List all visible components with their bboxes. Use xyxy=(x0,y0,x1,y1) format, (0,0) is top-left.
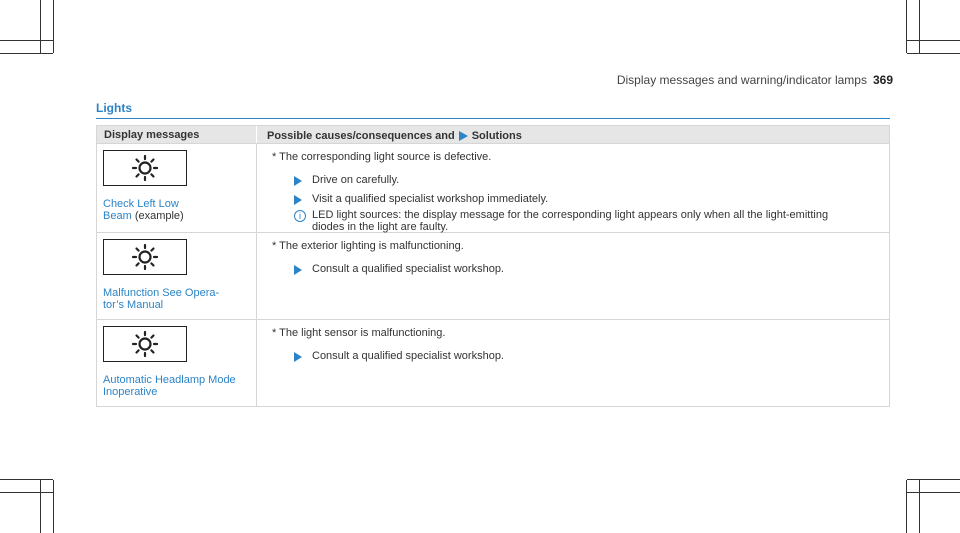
causes-cell xyxy=(257,233,889,319)
display-message-cell xyxy=(97,233,257,319)
info-icon: i xyxy=(294,210,306,222)
cause-text: * The light sensor is malfunctioning. xyxy=(272,327,446,339)
table-row xyxy=(97,143,889,232)
crop-mark xyxy=(906,480,907,533)
crop-mark xyxy=(40,0,41,53)
running-title: Display messages and warning/indicator lamps xyxy=(616,73,867,87)
action-item xyxy=(294,174,889,187)
display-message: Automatic Headlamp Mode Inoperative xyxy=(103,374,236,398)
crop-mark xyxy=(0,492,53,493)
info-note-text: LED light sources: the display message for the corresponding light appears only when all the light-emitting diodes in the light are faulty. xyxy=(312,209,829,233)
action-arrow-icon xyxy=(294,352,302,362)
display-message xyxy=(103,198,203,222)
action-arrow-icon xyxy=(294,265,302,275)
display-message-suffix: (example) xyxy=(134,210,184,222)
exterior-light-lamp-icon xyxy=(103,239,187,275)
crop-mark xyxy=(0,40,53,41)
display-message-cell xyxy=(97,320,257,406)
crop-mark xyxy=(919,480,920,533)
table-header xyxy=(97,126,889,143)
page-number: 369 xyxy=(872,73,893,87)
crop-mark xyxy=(907,40,960,41)
exterior-light-lamp-icon xyxy=(103,326,187,362)
action-item xyxy=(294,350,889,363)
crop-mark xyxy=(907,492,960,493)
section-title: Lights xyxy=(96,101,132,115)
crop-mark xyxy=(907,479,960,480)
display-message-text: Check Left Low Beam xyxy=(103,198,179,222)
col-header-causes xyxy=(257,126,889,143)
action-item xyxy=(294,193,889,206)
messages-table xyxy=(96,125,890,407)
action-text: Consult a qualified specialist workshop. xyxy=(312,263,504,275)
action-arrow-icon xyxy=(294,176,302,186)
info-note xyxy=(294,209,889,233)
action-text: Visit a qualified specialist workshop immediately. xyxy=(312,193,549,205)
section-rule xyxy=(96,118,890,119)
cause-text: * The exterior lighting is malfunctioning. xyxy=(272,240,464,252)
action-arrow-icon xyxy=(294,195,302,205)
cause-text: * The corresponding light source is defective. xyxy=(272,151,492,163)
causes-cell xyxy=(257,320,889,406)
table-row xyxy=(97,232,889,319)
causes-cell xyxy=(257,144,889,232)
crop-mark xyxy=(40,480,41,533)
exterior-light-lamp-icon xyxy=(103,150,187,186)
crop-mark xyxy=(53,480,54,533)
display-message-cell xyxy=(97,144,257,232)
col-header-causes-text: Possible causes/consequences and xyxy=(267,130,455,142)
action-item xyxy=(294,263,889,276)
display-message: Malfunction See Opera-tor’s Manual xyxy=(103,287,220,311)
crop-mark xyxy=(919,0,920,53)
crop-mark xyxy=(906,0,907,53)
table-row xyxy=(97,319,889,406)
col-header-solutions-text: Solutions xyxy=(471,130,522,142)
running-header xyxy=(617,73,893,87)
action-arrow-icon xyxy=(459,131,468,141)
action-text: Consult a qualified specialist workshop. xyxy=(312,350,504,362)
crop-mark xyxy=(907,53,960,54)
crop-mark xyxy=(53,0,54,53)
action-text: Drive on carefully. xyxy=(312,174,400,186)
crop-mark xyxy=(0,53,53,54)
col-header-display-messages: Display messages xyxy=(97,126,257,143)
crop-mark xyxy=(0,479,53,480)
